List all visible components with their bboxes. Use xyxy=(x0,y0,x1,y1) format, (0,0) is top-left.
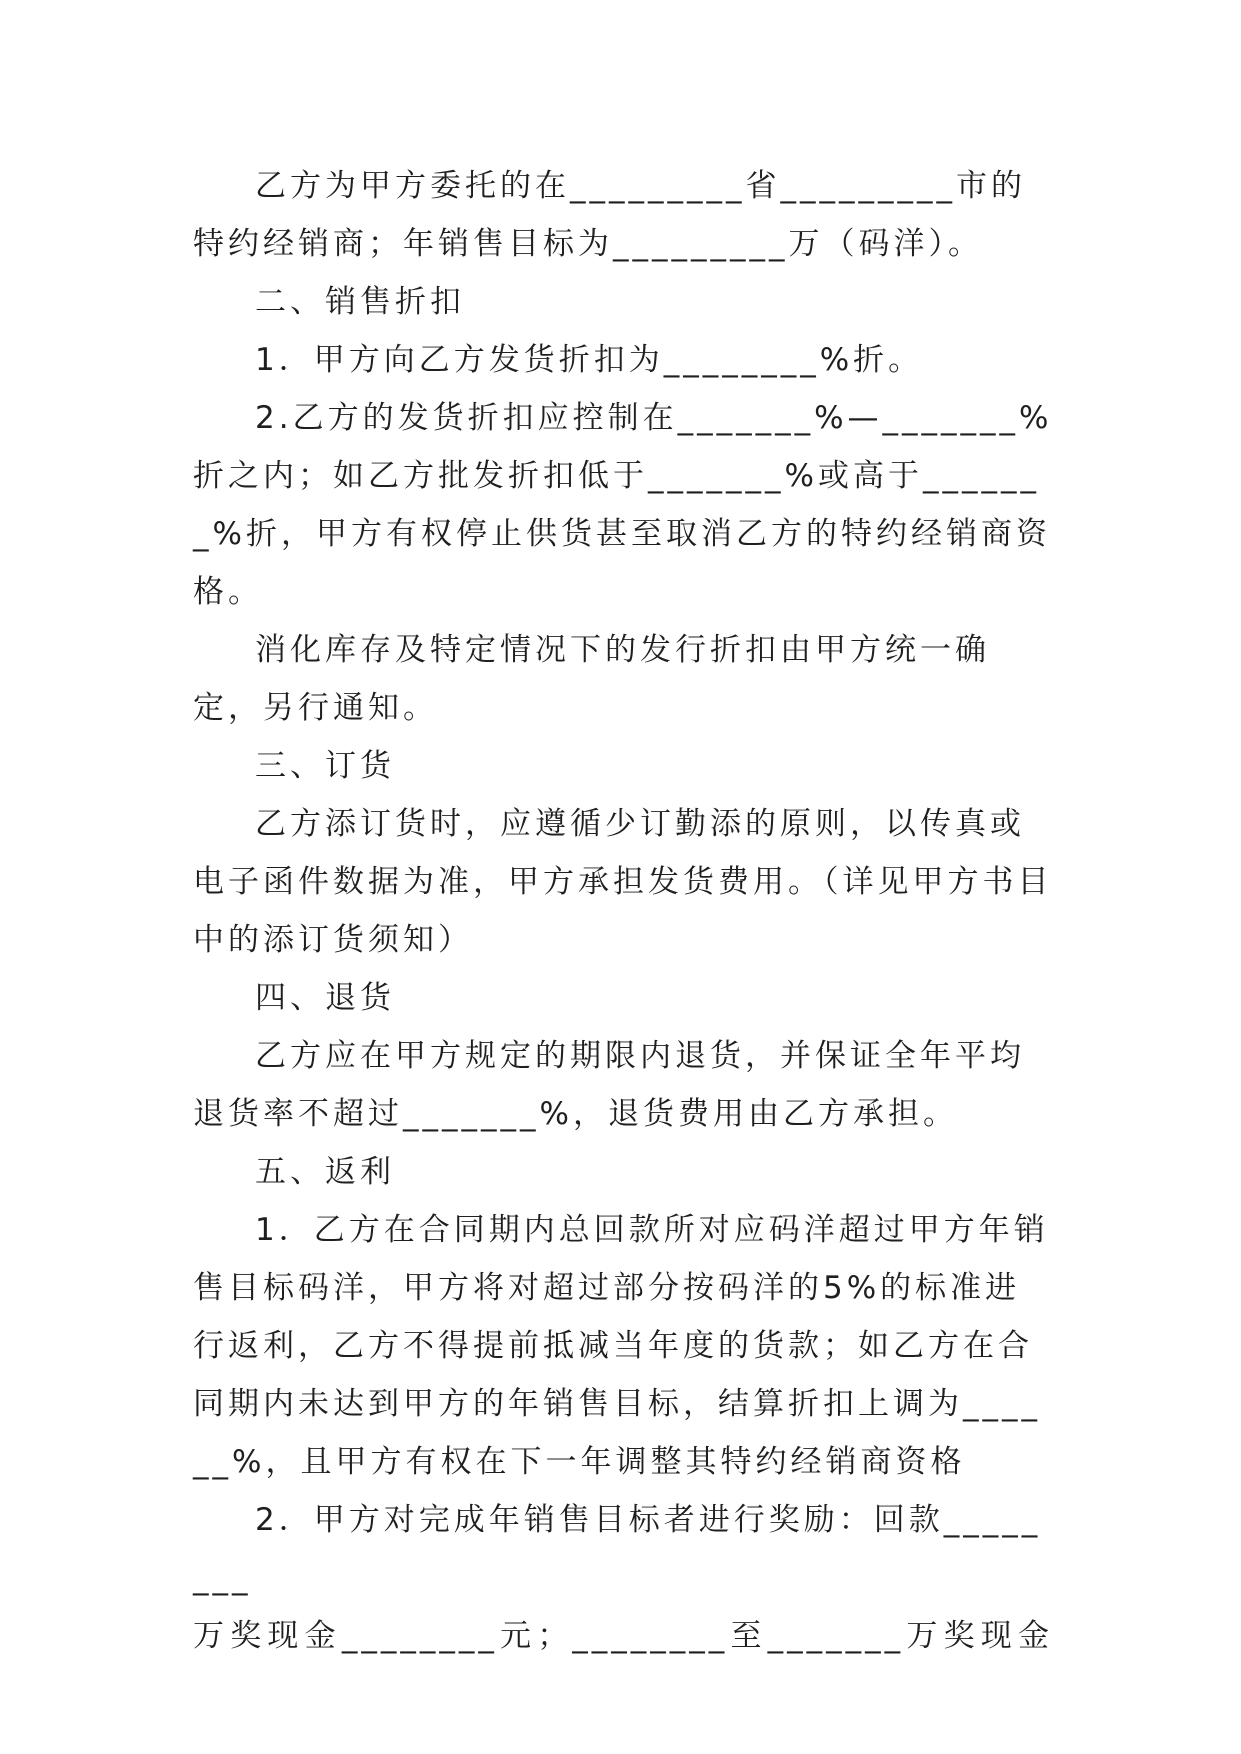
paragraph-return-rules: 乙方应在甲方规定的期限内退货，并保证全年平均退货率不超过_______%，退货费用由乙方承担。 xyxy=(193,1038,1025,1132)
paragraph-rebate-rule-2: 2．甲方对完成年销售目标者进行奖励：回款________ xyxy=(193,1502,1042,1596)
heading-ordering: 三、订货 xyxy=(255,748,395,784)
heading-sales-discount: 二、销售折扣 xyxy=(255,284,465,320)
paragraph-discount-control: 2.乙方的发货折扣应控制在_______%—_______%折之内；如乙方批发折扣低于_______%或高于_______%折，甲方有权停止供货甚至取消乙方的特约经销商资格。 xyxy=(193,400,1053,610)
paragraph-rebate-rule-2-continued: 万奖现金________元；________至_______万奖现金 xyxy=(193,1618,1053,1654)
paragraph-shipping-discount: 1．甲方向乙方发货折扣为________%折。 xyxy=(255,342,924,378)
paragraph-distributor-target: 乙方为甲方委托的在_________省_________市的特约经销商；年销售目标为_________万（码洋）。 xyxy=(193,168,1026,262)
heading-rebates: 五、返利 xyxy=(255,1154,395,1190)
document-body xyxy=(193,157,1053,1665)
heading-returns: 四、退货 xyxy=(255,980,395,1016)
paragraph-ordering-rules: 乙方添订货时，应遵循少订勤添的原则，以传真或电子函件数据为准，甲方承担发货费用。（详见甲方书目中的添订货须知） xyxy=(193,806,1053,958)
paragraph-inventory-discount: 消化库存及特定情况下的发行折扣由甲方统一确定，另行通知。 xyxy=(193,632,990,726)
paragraph-rebate-rule-1: 1．乙方在合同期内总回款所对应码洋超过甲方年销售目标码洋，甲方将对超过部分按码洋的5%的标准进行返利，乙方不得提前抵减当年度的货款；如乙方在合同期内未达到甲方的年销售目标，结算折扣上调为______%，且甲方有权在下一年调整其特约经销商资格 xyxy=(193,1212,1049,1480)
